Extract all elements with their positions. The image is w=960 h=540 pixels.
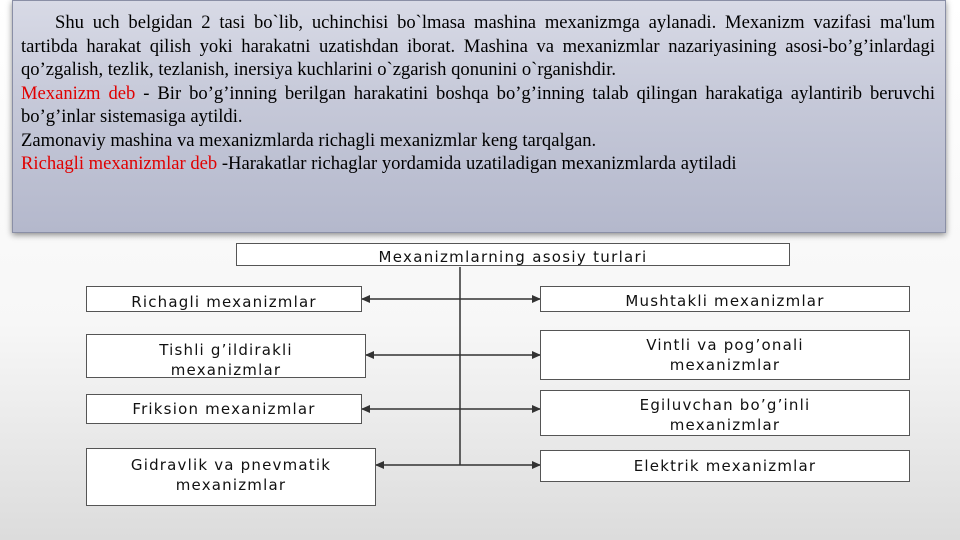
node-label: Mushtakli mexanizmlar	[625, 292, 825, 310]
node-egiluvchan	[540, 390, 910, 436]
node-label: Tishli g’ildirakli	[159, 341, 293, 359]
node-label-line2: mexanizmlar	[669, 416, 781, 434]
definition-richagli: -Harakatlar richaglar yordamida uzatiladigan mexanizmlarda aytiladi	[217, 153, 737, 174]
definition-mexanizm: - Bir bo’g’inning berilgan harakatini boshqa bo’g’inning talab qilingan harakatiga aylantirib beruvchi bo’g’inlar sistemasiga aytildi.	[21, 82, 935, 127]
paragraph-intro: Shu uch belgidan 2 tasi bo`lib, uchinchisi bo`lmasa mashina mexanizmga aylanadi. Mexanizm vazifasi ma'lum tartibda harakat qilish yoki harakatni uzatishdan iborat. Mashina va mexanizmlar nazariyasining asosi-bo’g’inlardagi qo’zgalish, tezlik, tezlanish, inersiya kuchlarini o`zgarish qonunini o`rganishdir.	[21, 12, 935, 80]
node-mushtakli	[540, 286, 910, 312]
node-friksion	[86, 394, 362, 424]
node-label-line2: mexanizmlar	[175, 476, 287, 494]
node-label-line2: mexanizmlar	[669, 356, 781, 374]
paragraph-modern: Zamonaviy mashina va mexanizmlarda richagli mexanizmlar keng tarqalgan.	[21, 129, 597, 151]
node-label: Richagli mexanizmlar	[131, 293, 317, 311]
node-richagli	[86, 286, 362, 312]
node-label: Friksion mexanizmlar	[132, 400, 316, 418]
node-label: Gidravlik va pnevmatik	[130, 456, 332, 474]
node-label: Elektrik mexanizmlar	[633, 457, 817, 475]
node-tishli	[86, 334, 366, 378]
node-label: Vintli va pog’onali	[646, 336, 804, 354]
term-mexanizm: Mexanizm deb	[21, 82, 136, 104]
node-label: Egiluvchan bo’g’inli	[639, 396, 811, 414]
term-richagli: Richagli mexanizmlar deb	[21, 153, 218, 174]
node-vintli	[540, 330, 910, 380]
node-gidravlik	[86, 448, 376, 506]
node-elektrik	[540, 450, 910, 482]
diagram-title: Mexanizmlarning asosiy turlari	[236, 243, 790, 266]
node-label-line2: mexanizmlar	[170, 361, 282, 378]
